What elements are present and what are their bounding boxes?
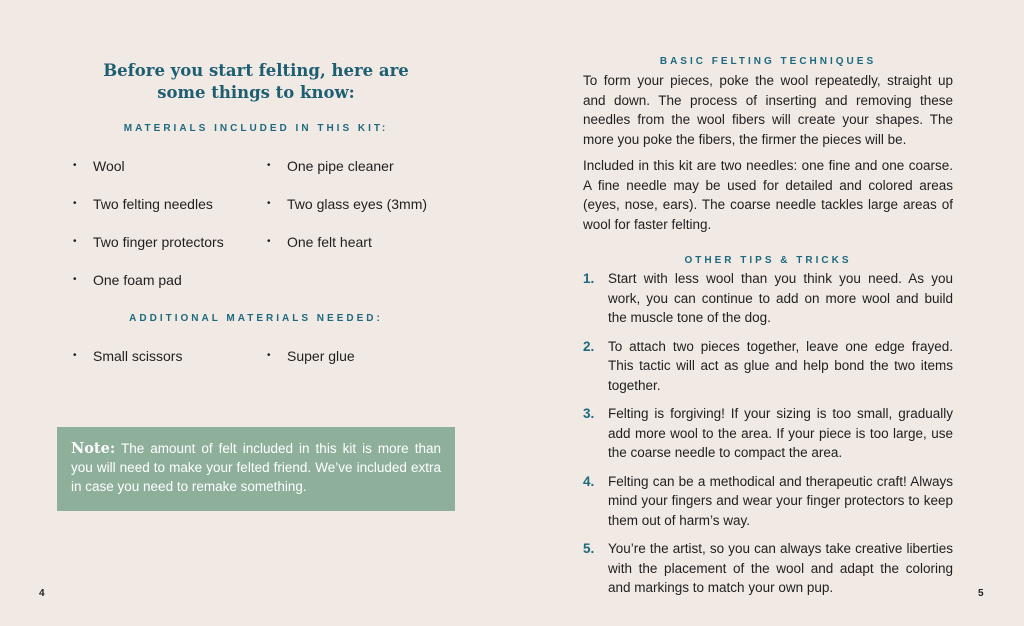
additional-materials-title: ADDITIONAL MATERIALS NEEDED: bbox=[129, 313, 383, 324]
tip-text: Felting is forgiving! If your sizing is too small, gradually add more wool to the area. If your piece is too large, use the coarse needle to compact the area. bbox=[608, 406, 953, 460]
note-box bbox=[57, 427, 455, 511]
bullet-icon: • bbox=[267, 198, 271, 209]
list-item bbox=[73, 271, 182, 289]
list-item-text: Two glass eyes (3mm) bbox=[287, 196, 428, 212]
heading-line-1: Before you start felting, here are bbox=[103, 61, 409, 80]
basic-paragraph-1: To form your pieces, poke the wool repeatedly, straight up and down. The process of inserting and removing these needles from the wool fibers will create your shapes. The more you poke the fibers, the firmer the pieces will be. bbox=[583, 73, 953, 147]
list-item bbox=[73, 233, 224, 251]
list-item bbox=[267, 347, 355, 365]
list-item bbox=[583, 472, 953, 531]
tip-number: 5. bbox=[583, 541, 595, 556]
bullet-icon: • bbox=[267, 350, 271, 361]
basic-paragraph-2: Included in this kit are two needles: one fine and one coarse. A fine needle may be used for detailed and colored areas (eyes, nose, ears). The coarse needle tackles large areas of wool for faster felting. bbox=[583, 158, 953, 232]
bullet-icon: • bbox=[73, 350, 77, 361]
bullet-icon: • bbox=[73, 198, 77, 209]
tip-number: 2. bbox=[583, 338, 595, 354]
tip-text: Felting can be a methodical and therapeutic craft! Always mind your fingers and wear your finger protectors to keep them out of harm’s way. bbox=[608, 473, 953, 528]
bullet-icon: • bbox=[267, 160, 271, 171]
list-item bbox=[583, 269, 953, 328]
list-item-text: Two finger protectors bbox=[93, 234, 224, 250]
tips-title: OTHER TIPS & TRICKS bbox=[684, 255, 852, 266]
page-number-left: 4 bbox=[39, 588, 45, 599]
list-item-text: Super glue bbox=[287, 348, 355, 364]
list-item-text: One pipe cleaner bbox=[287, 158, 394, 174]
tip-text: To attach two pieces together, leave one edge frayed. This tactic will act as glue and help bond the two items together. bbox=[608, 338, 953, 393]
materials-included-title: MATERIALS INCLUDED IN THIS KIT: bbox=[123, 123, 389, 134]
list-item-text: One felt heart bbox=[287, 234, 372, 250]
list-item bbox=[267, 157, 394, 175]
tips-list bbox=[583, 269, 953, 607]
note-text: The amount of felt included in this kit is more than you will need to make your felted friend. We’ve included extra in case you need to remake something. bbox=[71, 441, 441, 494]
list-item bbox=[73, 347, 183, 365]
bullet-icon: • bbox=[267, 236, 271, 247]
list-item bbox=[73, 195, 213, 213]
list-item bbox=[267, 195, 428, 213]
tip-number: 3. bbox=[583, 406, 595, 421]
note-label: Note: bbox=[71, 440, 116, 457]
list-item bbox=[583, 404, 953, 463]
heading-line-2: some things to know: bbox=[157, 83, 355, 102]
list-item-text: One foam pad bbox=[93, 272, 182, 288]
bullet-icon: • bbox=[73, 274, 77, 285]
tip-text: Start with less wool than you think you need. As you work, you can continue to add on more wool and build the muscle tone of the dog. bbox=[608, 271, 953, 325]
right-page bbox=[512, 0, 1024, 626]
bullet-icon: • bbox=[73, 236, 77, 247]
list-item bbox=[73, 157, 125, 175]
list-item bbox=[583, 337, 953, 396]
list-item-text: Wool bbox=[93, 158, 125, 174]
tip-text: You’re the artist, so you can always take creative liberties with the placement of the wool and adapt the coloring and markings to match your own pup. bbox=[608, 541, 953, 595]
basic-techniques-title: BASIC FELTING TECHNIQUES bbox=[659, 56, 877, 67]
list-item bbox=[583, 539, 953, 598]
tip-number: 1. bbox=[583, 271, 595, 286]
bullet-icon: • bbox=[73, 160, 77, 171]
list-item-text: Small scissors bbox=[93, 348, 183, 364]
list-item bbox=[267, 233, 372, 251]
page-number-right: 5 bbox=[978, 588, 984, 599]
tip-number: 4. bbox=[583, 473, 595, 489]
list-item-text: Two felting needles bbox=[93, 196, 213, 212]
page-heading bbox=[0, 60, 512, 104]
